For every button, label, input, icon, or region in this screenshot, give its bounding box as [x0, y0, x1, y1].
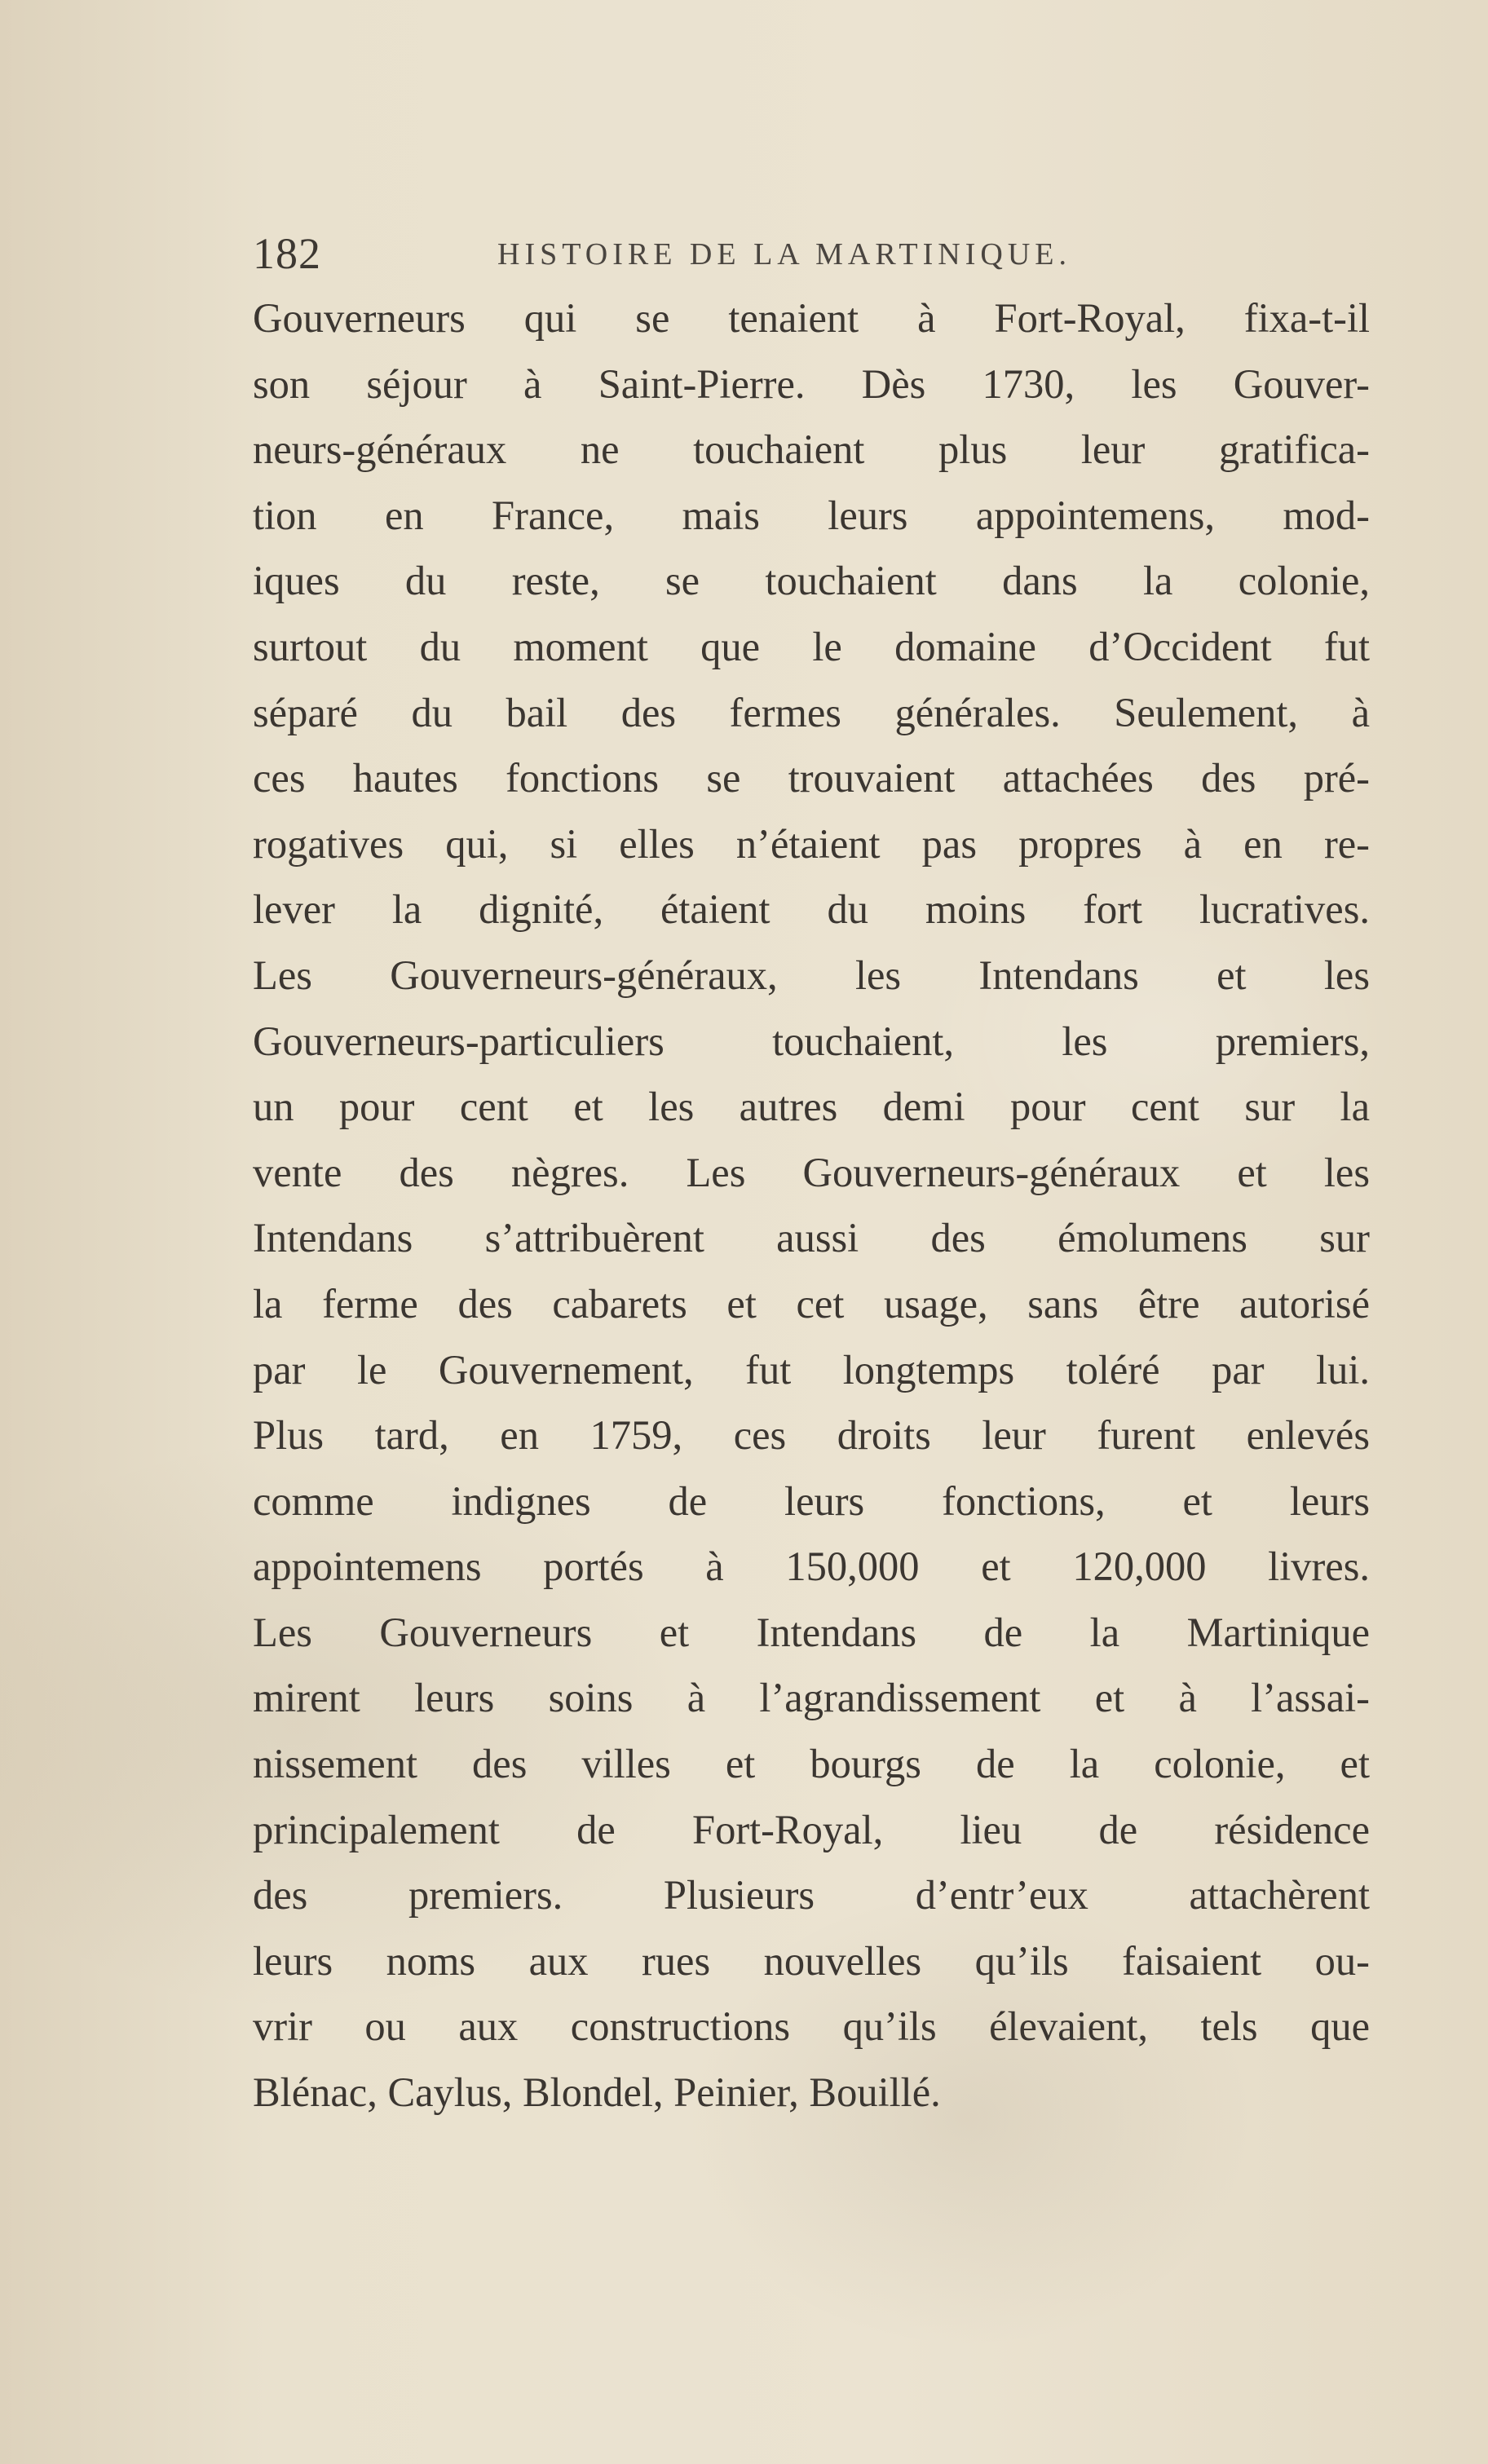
text-line: iques du reste, se touchaient dans la colonie,: [253, 558, 1370, 604]
page-number: 182: [253, 229, 321, 278]
text-line: neurs-généraux ne touchaient plus leur gratifica-: [253, 426, 1370, 473]
text-line: appointemens portés à 150,000 et 120,000 livres.: [253, 1543, 1370, 1590]
text-line: par le Gouvernement, fut longtemps toléré par lui.: [253, 1346, 1370, 1393]
text-line: Plus tard, en 1759, ces droits leur furent enlevés: [253, 1412, 1370, 1459]
text-line: mirent leurs soins à l’agrandissement et à l’assai-: [253, 1675, 1370, 1721]
text-line: leurs noms aux rues nouvelles qu’ils faisaient ou-: [253, 1937, 1370, 1984]
text-line: surtout du moment que le domaine d’Occident fut: [253, 623, 1370, 669]
text-line: rogatives qui, si elles n’étaient pas propres à en re-: [253, 820, 1370, 867]
text-line: des premiers. Plusieurs d’entr’eux attachèrent: [253, 1872, 1370, 1919]
text-line: la ferme des cabarets et cet usage, sans être autorisé: [253, 1280, 1370, 1327]
text-line: Gouverneurs-particuliers touchaient, les premiers,: [253, 1018, 1370, 1064]
text-line: tion en France, mais leurs appointemens, mod-: [253, 492, 1370, 538]
text-line: Les Gouverneurs et Intendans de la Martinique: [253, 1609, 1370, 1655]
running-head: [253, 228, 1370, 294]
running-title: HISTOIRE DE LA MARTINIQUE.: [497, 237, 1071, 272]
text-line: Gouverneurs qui se tenaient à Fort-Royal, fixa-t-il: [253, 295, 1370, 341]
text-line: un pour cent et les autres demi pour cent sur la: [253, 1084, 1370, 1130]
text-line: ces hautes fonctions se trouvaient attachées des pré-: [253, 755, 1370, 801]
text-line: Les Gouverneurs-généraux, les Intendans et les: [253, 952, 1370, 998]
text-line: vente des nègres. Les Gouverneurs-généraux et les: [253, 1149, 1370, 1195]
body-text: [253, 285, 1370, 2126]
text-line: Intendans s’attribuèrent aussi des émolumens sur: [253, 1215, 1370, 1261]
text-line: comme indignes de leurs fonctions, et leurs: [253, 1477, 1370, 1524]
text-line: nissement des villes et bourgs de la colonie, et: [253, 1741, 1370, 1787]
text-line: vrir ou aux constructions qu’ils élevaient, tels que: [253, 2003, 1370, 2050]
text-line: Blénac, Caylus, Blondel, Peinier, Bouillé.: [253, 2069, 941, 2116]
text-line: son séjour à Saint-Pierre. Dès 1730, les Gouver-: [253, 360, 1370, 407]
text-line: lever la dignité, étaient du moins fort lucratives.: [253, 886, 1370, 933]
text-line: séparé du bail des fermes générales. Seulement, à: [253, 689, 1370, 735]
text-line: principalement de Fort-Royal, lieu de résidence: [253, 1806, 1370, 1852]
